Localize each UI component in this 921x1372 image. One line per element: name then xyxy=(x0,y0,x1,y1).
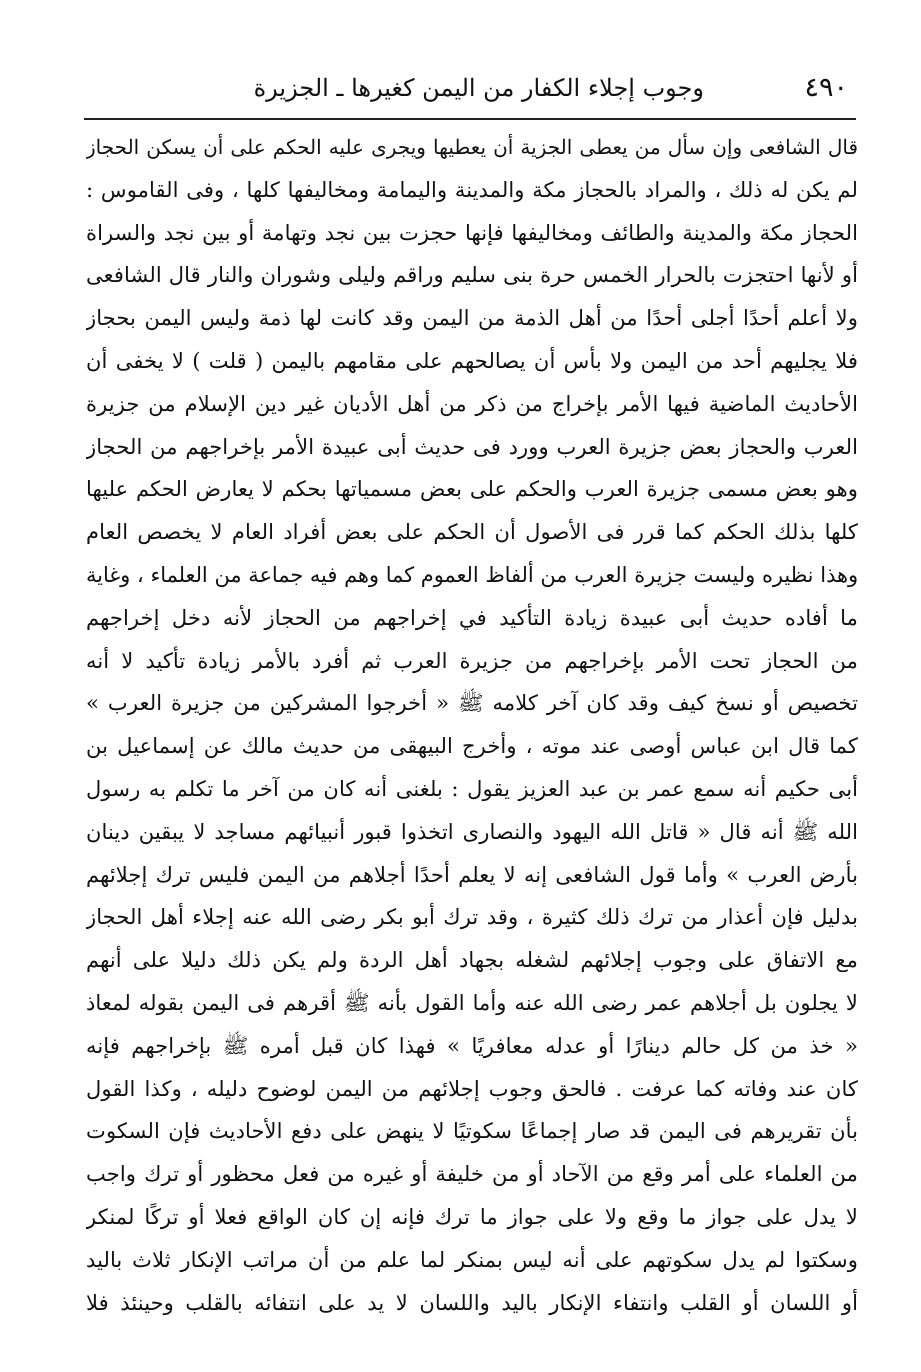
text-line: من الحجاز تحت الأمر بإخراجهم من جزيرة العرب ثم أفرد بالأمر زيادة تأكيد لا أنه xyxy=(86,647,858,673)
text-line: الحجاز مكة والمدينة والطائف ومخاليفها فإنها حجزت بين نجد وتهامة أو بين نجد والسراة xyxy=(86,219,858,245)
text-line: قال الشافعى وإن سأل من يعطى الجزية أن يعطيها ويجرى عليه الحكم على أن يسكن الحجاز xyxy=(86,135,858,159)
text-line: لا يجلون بل أجلاهم عمر رضى الله عنه وأما القول بأنه ﷺ أقرهم فى اليمن بقوله لمعاذ xyxy=(86,989,858,1015)
text-line: ولا أعلم أحدًا أجلى أحدًا من أهل الذمة من اليمن وقد كانت لها ذمة وليس اليمن بحجاز xyxy=(86,305,858,331)
text-line: لم يكن له ذلك ، والمراد بالحجاز مكة والمدينة واليمامة ومخاليفها كلها ، وفى القاموس : xyxy=(86,176,858,202)
text-line: من العلماء على أمر وقع من الآحاد أو من خليفة أو غيره من فعل محظور أو ترك واجب xyxy=(86,1161,858,1187)
text-line: كان عند وفاته كما عرفت . فالحق وجوب إجلائهم من اليمن لوضوح دليله ، وكذا القول xyxy=(86,1075,858,1101)
text-line: فلا يجليهم أحد من اليمن ولا بأس أن يصالحهم على مقامهم باليمن ( قلت ) لا يخفى أن xyxy=(86,347,858,373)
running-title: وجوب إجلاء الكفار من اليمن كغيرها ـ الجزيرة xyxy=(253,74,704,102)
text-line: أو اللسان أو القلب وانتفاء الإنكار باليد واللسان لا يد على انتفائه بالقلب وحينئذ فلا xyxy=(86,1289,858,1315)
text-line: ما أفاده حديث أبى عبيدة زيادة التأكيد في إخراجهم من الحجاز لأنه دخل إخراجهم xyxy=(86,604,858,630)
text-line: الله ﷺ أنه قال « قاتل الله اليهود والنصارى اتخذوا قبور أنبيائهم مساجد لا يبقين دينان xyxy=(86,818,858,844)
text-line: أبى حكيم أنه سمع عمر بن عبد العزيز يقول : بلغنى أنه كان من آخر ما تكلم به رسول xyxy=(86,775,858,801)
text-line: لا يدل على جواز ما وقع ولا على جواز ما ترك فإنه إن كان الواقع فعلا أو تركًا لمنكر xyxy=(86,1203,858,1229)
page-header xyxy=(84,62,856,120)
text-line: وهذا نظيره وليست جزيرة العرب من ألفاظ العموم كما وهم فيه جماعة من العلماء ، وغاية xyxy=(86,562,858,587)
text-line: بأن تقريرهم فى اليمن قد صار إجماعًا سكوتيًا لا ينهض على دفع الأحاديث فإن السكوت xyxy=(86,1118,858,1144)
text-line: كلها بذلك الحكم كما قرر فى الأصول أن الحكم على بعض أفراد العام لا يخصص العام xyxy=(86,519,858,545)
text-line: تخصيص أو نسخ كيف وقد كان آخر كلامه ﷺ « أخرجوا المشركين من جزيرة العرب » xyxy=(86,690,858,716)
text-line: كما قال ابن عباس أوصى عند موته ، وأخرج البيهقى من حديث مالك عن إسماعيل بن xyxy=(86,733,858,759)
text-line: العرب والحجاز بعض جزيرة العرب وورد فى حديث أبى عبيدة الأمر بإخراجهم من الحجاز xyxy=(86,433,858,459)
text-line: وهو بعض مسمى جزيرة العرب والحكم على بعض مسمياتها بحكم لا يعارض الحكم عليها xyxy=(86,476,858,502)
text-line: مع الاتفاق على وجوب إجلائهم لشغله بجهاد أهل الردة ولم يكن ذلك دليلا على أنهم xyxy=(86,947,858,973)
text-line: وسكتوا لم يدل سكوتهم على أنه ليس بمنكر لما علم من أن مراتب الإنكار ثلاث باليد xyxy=(86,1246,858,1272)
text-line: أو لأنها احتجزت بالحرار الخمس حرة بنى سليم وراقم وليلى وشوران والنار قال الشافعى xyxy=(86,262,858,288)
page-number: ٤٩٠ xyxy=(804,72,848,103)
body-text xyxy=(86,126,858,1324)
text-line: بأرض العرب » وأما قول الشافعى إنه لا يعلم أحدًا أجلاهم من اليمن فليس ترك إجلائهم xyxy=(86,861,858,887)
text-line: الأحاديث الماضية فيها الأمر بإخراج من ذكر من أهل الأديان غير دين الإسلام من جزيرة xyxy=(86,390,858,416)
text-line: « خذ من كل حالم دينارًا أو عدله معافريًا » فهذا كان قبل أمره ﷺ بإخراجهم فإنه xyxy=(86,1032,858,1058)
text-line: بدليل فإن أعذار من ترك ذلك كثيرة ، وقد ترك أبو بكر رضى الله عنه إجلاء أهل الحجاز xyxy=(86,904,858,930)
